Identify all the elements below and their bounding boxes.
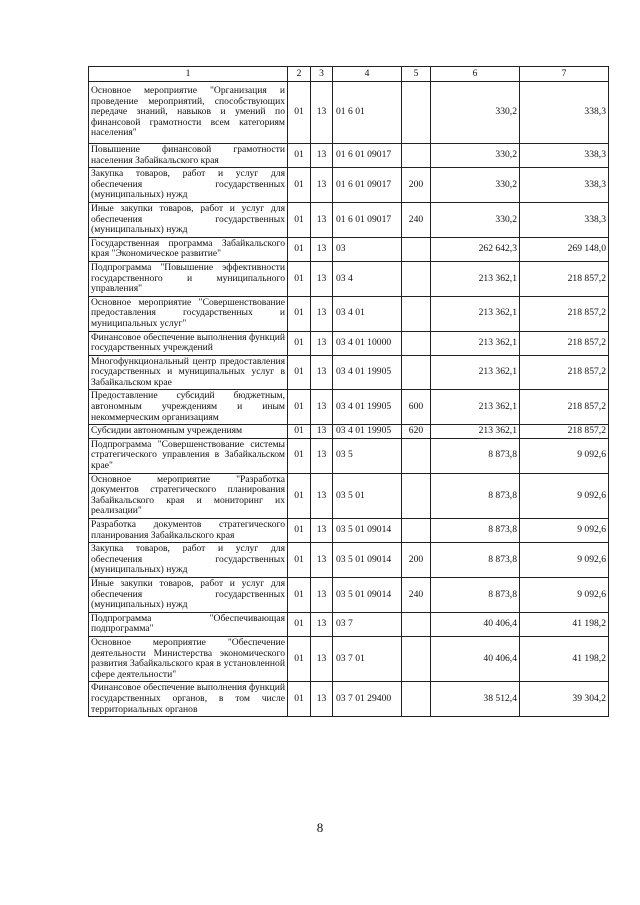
table-row	[89, 543, 609, 578]
row-name-cell: Финансовое обеспечение выполнения функций государственных органов, в том числе территориальных органов	[89, 682, 288, 717]
section-code-cell: 01	[288, 168, 311, 203]
table-row	[89, 168, 609, 203]
row-name-cell: Закупка товаров, работ и услуг для обеспечения государственных (муниципальных) нужд	[89, 168, 288, 203]
table-row	[89, 202, 609, 237]
amount-year-2-cell: 218 857,2	[520, 331, 609, 355]
row-name-cell: Предоставление субсидий бюджетным, автономным учреждениям и иным некоммерческим организациям	[89, 390, 288, 425]
section-code-cell: 01	[288, 425, 311, 439]
target-article-cell: 01 6 01 09017	[333, 168, 402, 203]
row-name-cell: Иные закупки товаров, работ и услуг для обеспечения государственных (муниципальных) нужд	[89, 202, 288, 237]
subsection-code-cell: 13	[311, 237, 333, 261]
row-name-cell: Многофункциональный центр предоставления государственных и муниципальных услуг в Забайкальском крае	[89, 355, 288, 390]
amount-year-1-cell: 213 362,1	[431, 355, 520, 390]
table-row	[89, 519, 609, 543]
column-header: 6	[431, 67, 520, 82]
target-article-cell: 03 5	[333, 438, 402, 473]
amount-year-2-cell: 9 092,6	[520, 577, 609, 612]
amount-year-1-cell: 330,2	[431, 82, 520, 144]
table-row	[89, 331, 609, 355]
row-name-cell: Разработка документов стратегического планирования Забайкальского края	[89, 519, 288, 543]
subsection-code-cell: 13	[311, 473, 333, 518]
expense-type-cell	[402, 331, 431, 355]
subsection-code-cell: 13	[311, 612, 333, 636]
row-name-cell: Подпрограмма "Обеспечивающая подпрограмма"	[89, 612, 288, 636]
table-row	[89, 612, 609, 636]
amount-year-2-cell: 39 304,2	[520, 682, 609, 717]
section-code-cell: 01	[288, 682, 311, 717]
row-name-cell: Подпрограмма "Повышение эффективности государственного и муниципального управления"	[89, 261, 288, 296]
table-row	[89, 425, 609, 439]
expense-type-cell: 240	[402, 577, 431, 612]
amount-year-1-cell: 262 642,3	[431, 237, 520, 261]
subsection-code-cell: 13	[311, 355, 333, 390]
target-article-cell: 03 5 01	[333, 473, 402, 518]
expense-type-cell	[402, 612, 431, 636]
table-row	[89, 682, 609, 717]
target-article-cell: 03 5 01 09014	[333, 543, 402, 578]
amount-year-1-cell: 8 873,8	[431, 473, 520, 518]
subsection-code-cell: 13	[311, 82, 333, 144]
expense-type-cell: 200	[402, 543, 431, 578]
amount-year-2-cell: 9 092,6	[520, 519, 609, 543]
subsection-code-cell: 13	[311, 261, 333, 296]
section-code-cell: 01	[288, 82, 311, 144]
target-article-cell: 03 7	[333, 612, 402, 636]
row-name-cell: Подпрограмма "Совершенствование системы стратегического управления в Забайкальском крае"	[89, 438, 288, 473]
expense-type-cell	[402, 144, 431, 168]
section-code-cell: 01	[288, 237, 311, 261]
target-article-cell: 03 7 01 29400	[333, 682, 402, 717]
section-code-cell: 01	[288, 355, 311, 390]
amount-year-2-cell: 218 857,2	[520, 390, 609, 425]
section-code-cell: 01	[288, 202, 311, 237]
expense-type-cell: 240	[402, 202, 431, 237]
amount-year-2-cell: 338,3	[520, 82, 609, 144]
subsection-code-cell: 13	[311, 438, 333, 473]
target-article-cell: 03 4 01 19905	[333, 355, 402, 390]
table-row	[89, 438, 609, 473]
amount-year-2-cell: 41 198,2	[520, 612, 609, 636]
table-row	[89, 237, 609, 261]
amount-year-2-cell: 218 857,2	[520, 296, 609, 331]
table-row	[89, 473, 609, 518]
subsection-code-cell: 13	[311, 543, 333, 578]
subsection-code-cell: 13	[311, 682, 333, 717]
target-article-cell: 01 6 01 09017	[333, 202, 402, 237]
table-row	[89, 390, 609, 425]
amount-year-1-cell: 213 362,1	[431, 425, 520, 439]
subsection-code-cell: 13	[311, 296, 333, 331]
target-article-cell: 03 5 01 09014	[333, 519, 402, 543]
expense-type-cell	[402, 519, 431, 543]
amount-year-1-cell: 40 406,4	[431, 612, 520, 636]
section-code-cell: 01	[288, 519, 311, 543]
subsection-code-cell: 13	[311, 577, 333, 612]
column-header: 3	[311, 67, 333, 82]
target-article-cell: 03 4 01 10000	[333, 331, 402, 355]
amount-year-1-cell: 213 362,1	[431, 331, 520, 355]
target-article-cell: 03 4 01 19905	[333, 390, 402, 425]
column-header: 7	[520, 67, 609, 82]
amount-year-1-cell: 213 362,1	[431, 296, 520, 331]
amount-year-2-cell: 269 148,0	[520, 237, 609, 261]
subsection-code-cell: 13	[311, 519, 333, 543]
budget-table	[88, 66, 609, 717]
row-name-cell: Основное мероприятие "Обеспечение деятельности Министерства экономического развития Забайкальского края в установленной сфере деятельности"	[89, 636, 288, 681]
table-row	[89, 355, 609, 390]
target-article-cell: 03 4 01 19905	[333, 425, 402, 439]
row-name-cell: Основное мероприятие "Разработка документов стратегического планирования Забайкальского края и мониторинг их реализации"	[89, 473, 288, 518]
section-code-cell: 01	[288, 144, 311, 168]
amount-year-1-cell: 40 406,4	[431, 636, 520, 681]
subsection-code-cell: 13	[311, 331, 333, 355]
section-code-cell: 01	[288, 390, 311, 425]
expense-type-cell	[402, 261, 431, 296]
expense-type-cell	[402, 355, 431, 390]
amount-year-2-cell: 218 857,2	[520, 261, 609, 296]
amount-year-1-cell: 8 873,8	[431, 438, 520, 473]
amount-year-1-cell: 330,2	[431, 202, 520, 237]
row-name-cell: Основное мероприятие "Организация и проведение мероприятий, способствующих передаче знаний, навыков и умений по финансовой грамотности всем категориям населения"	[89, 82, 288, 144]
target-article-cell: 03 4	[333, 261, 402, 296]
row-name-cell: Основное мероприятие "Совершенствование предоставления государственных и муниципальных услуг"	[89, 296, 288, 331]
section-code-cell: 01	[288, 636, 311, 681]
row-name-cell: Государственная программа Забайкальского края "Экономическое развитие"	[89, 237, 288, 261]
expense-type-cell	[402, 636, 431, 681]
target-article-cell: 01 6 01 09017	[333, 144, 402, 168]
table-row	[89, 577, 609, 612]
target-article-cell: 03 7 01	[333, 636, 402, 681]
subsection-code-cell: 13	[311, 636, 333, 681]
amount-year-1-cell: 213 362,1	[431, 390, 520, 425]
section-code-cell: 01	[288, 331, 311, 355]
amount-year-1-cell: 38 512,4	[431, 682, 520, 717]
amount-year-2-cell: 9 092,6	[520, 473, 609, 518]
expense-type-cell	[402, 296, 431, 331]
expense-type-cell	[402, 473, 431, 518]
subsection-code-cell: 13	[311, 202, 333, 237]
amount-year-2-cell: 338,3	[520, 144, 609, 168]
amount-year-1-cell: 213 362,1	[431, 261, 520, 296]
section-code-cell: 01	[288, 438, 311, 473]
target-article-cell: 01 6 01	[333, 82, 402, 144]
table-row	[89, 296, 609, 331]
expense-type-cell: 200	[402, 168, 431, 203]
amount-year-2-cell: 9 092,6	[520, 543, 609, 578]
amount-year-1-cell: 8 873,8	[431, 543, 520, 578]
expense-type-cell: 600	[402, 390, 431, 425]
amount-year-2-cell: 9 092,6	[520, 438, 609, 473]
section-code-cell: 01	[288, 296, 311, 331]
table-row	[89, 144, 609, 168]
table-row	[89, 82, 609, 144]
expense-type-cell	[402, 237, 431, 261]
subsection-code-cell: 13	[311, 425, 333, 439]
row-name-cell: Закупка товаров, работ и услуг для обеспечения государственных (муниципальных) нужд	[89, 543, 288, 578]
target-article-cell: 03 4 01	[333, 296, 402, 331]
amount-year-2-cell: 41 198,2	[520, 636, 609, 681]
amount-year-1-cell: 8 873,8	[431, 519, 520, 543]
row-name-cell: Финансовое обеспечение выполнения функций государственных учреждений	[89, 331, 288, 355]
section-code-cell: 01	[288, 543, 311, 578]
page-number: 8	[316, 820, 324, 835]
amount-year-2-cell: 338,3	[520, 202, 609, 237]
subsection-code-cell: 13	[311, 390, 333, 425]
row-name-cell: Повышение финансовой грамотности населения Забайкальского края	[89, 144, 288, 168]
section-code-cell: 01	[288, 577, 311, 612]
target-article-cell: 03	[333, 237, 402, 261]
table-header-row	[89, 67, 609, 82]
expense-type-cell	[402, 682, 431, 717]
section-code-cell: 01	[288, 261, 311, 296]
section-code-cell: 01	[288, 473, 311, 518]
table-row	[89, 261, 609, 296]
amount-year-1-cell: 330,2	[431, 168, 520, 203]
row-name-cell: Иные закупки товаров, работ и услуг для обеспечения государственных (муниципальных) нужд	[89, 577, 288, 612]
section-code-cell: 01	[288, 612, 311, 636]
target-article-cell: 03 5 01 09014	[333, 577, 402, 612]
amount-year-1-cell: 330,2	[431, 144, 520, 168]
amount-year-2-cell: 338,3	[520, 168, 609, 203]
expense-type-cell	[402, 438, 431, 473]
amount-year-1-cell: 8 873,8	[431, 577, 520, 612]
subsection-code-cell: 13	[311, 168, 333, 203]
column-header: 5	[402, 67, 431, 82]
expense-type-cell	[402, 82, 431, 144]
table-row	[89, 636, 609, 681]
column-header: 2	[288, 67, 311, 82]
amount-year-2-cell: 218 857,2	[520, 355, 609, 390]
subsection-code-cell: 13	[311, 144, 333, 168]
row-name-cell: Субсидии автономным учреждениям	[89, 425, 288, 439]
column-header: 1	[89, 67, 288, 82]
column-header: 4	[333, 67, 402, 82]
expense-type-cell: 620	[402, 425, 431, 439]
amount-year-2-cell: 218 857,2	[520, 425, 609, 439]
